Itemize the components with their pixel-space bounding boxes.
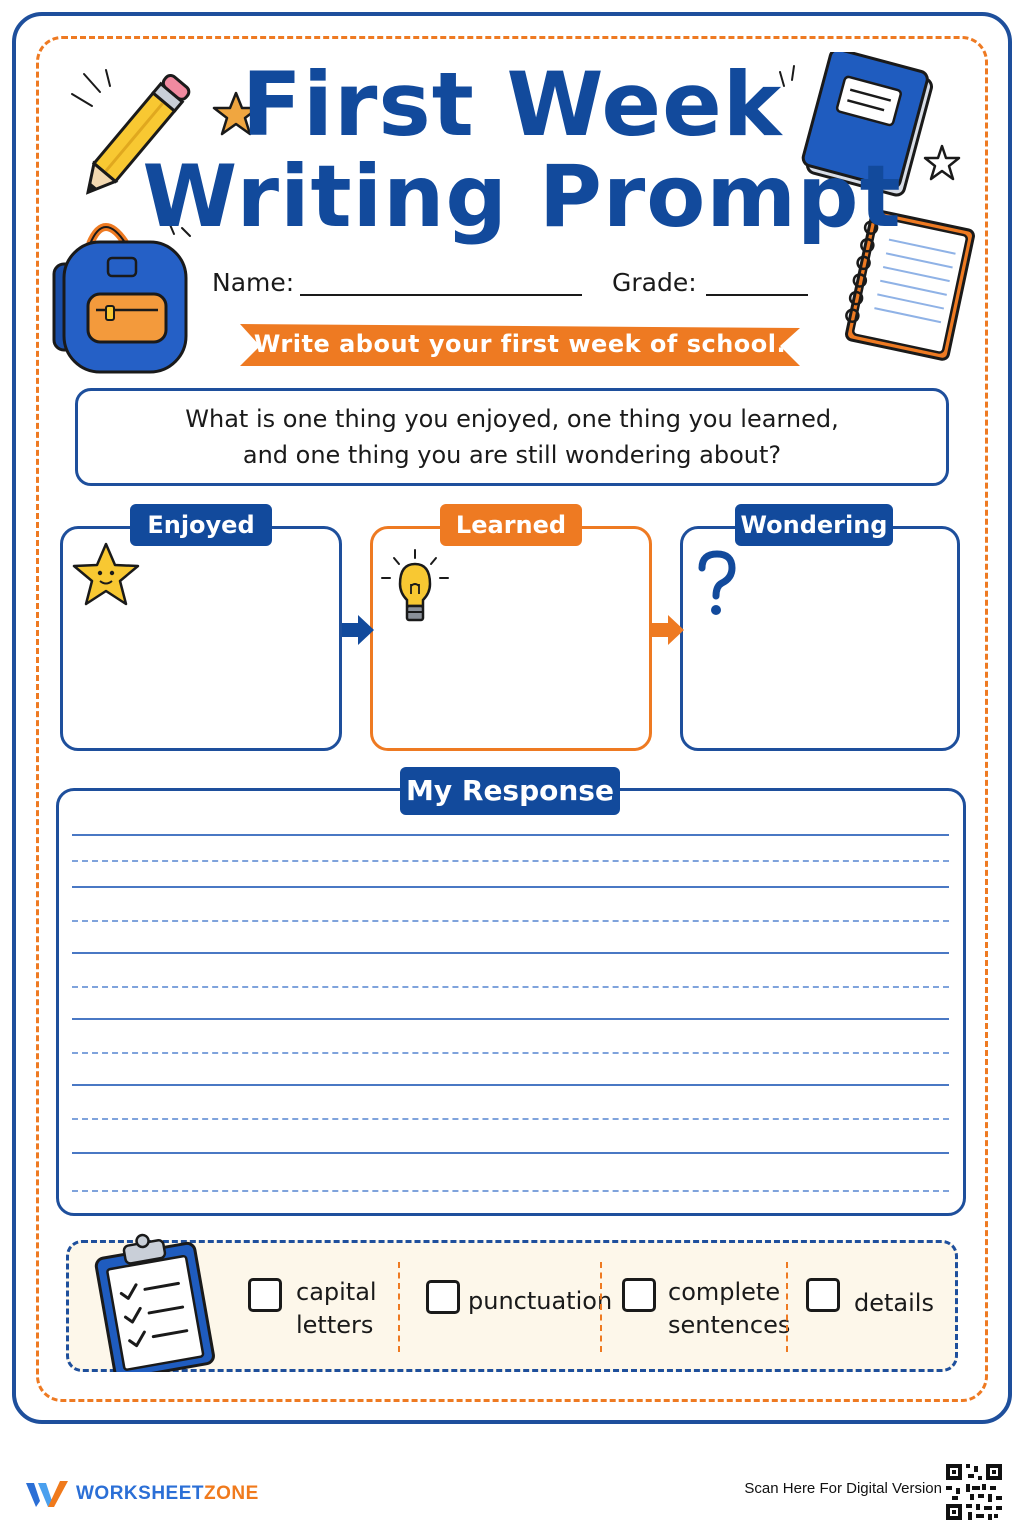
checklist-label-punctuation: punctuation — [468, 1287, 613, 1315]
checkbox-punctuation[interactable] — [426, 1280, 460, 1314]
page-title-line2: Writing Prompt — [142, 147, 902, 247]
response-label: My Response — [400, 767, 620, 815]
writing-line — [72, 834, 949, 836]
name-field[interactable] — [300, 294, 582, 296]
lightbulb-icon — [378, 546, 452, 628]
brand-logo[interactable] — [26, 1476, 259, 1512]
checkbox-capital-letters[interactable] — [248, 1278, 282, 1312]
checklist-label-complete: complete — [668, 1278, 781, 1306]
question-line2: and one thing you are still wondering about? — [242, 441, 782, 469]
arrow-right-icon — [650, 612, 686, 648]
checklist-label-sentences: sentences — [668, 1311, 791, 1339]
writing-line — [72, 1152, 949, 1154]
instruction-text: Write about your first week of school. — [253, 330, 787, 358]
writing-line — [72, 1084, 949, 1086]
writing-line — [72, 1018, 949, 1020]
writing-midline — [72, 986, 949, 988]
checklist-divider — [600, 1262, 602, 1352]
writing-line — [72, 952, 949, 954]
grade-label: Grade: — [612, 268, 697, 297]
writing-line — [72, 886, 949, 888]
grade-field[interactable] — [706, 294, 808, 296]
checklist-label-details: details — [854, 1289, 934, 1317]
checkbox-details[interactable] — [806, 1278, 840, 1312]
question-mark-icon — [694, 550, 740, 622]
scan-text: Scan Here For Digital Version — [744, 1480, 942, 1497]
checklist-label-letters: letters — [296, 1311, 374, 1339]
qr-code-icon[interactable] — [946, 1464, 1002, 1520]
question-line1: What is one thing you enjoyed, one thing you learned, — [185, 405, 839, 433]
card-label-learned: Learned — [440, 504, 582, 546]
brand-logo-icon — [26, 1479, 70, 1509]
card-label-enjoyed: Enjoyed — [130, 504, 272, 546]
name-label: Name: — [212, 268, 295, 297]
writing-midline — [72, 1052, 949, 1054]
smiling-star-icon — [70, 540, 142, 610]
checklist-divider — [786, 1262, 788, 1352]
page-title-line1: First Week — [241, 53, 783, 156]
checklist-divider — [398, 1262, 400, 1352]
checkbox-complete-sentences[interactable] — [622, 1278, 656, 1312]
card-label-wondering: Wondering — [735, 504, 893, 546]
checklist-label-capital: capital — [296, 1278, 377, 1306]
writing-midline — [72, 1118, 949, 1120]
writing-midline — [72, 1190, 949, 1192]
writing-midline — [72, 920, 949, 922]
brand-name: WORKSHEETZONE — [76, 1483, 259, 1504]
arrow-right-icon — [340, 612, 376, 648]
question-box — [75, 388, 949, 486]
clipboard-checklist-icon — [92, 1232, 216, 1372]
writing-midline — [72, 860, 949, 862]
